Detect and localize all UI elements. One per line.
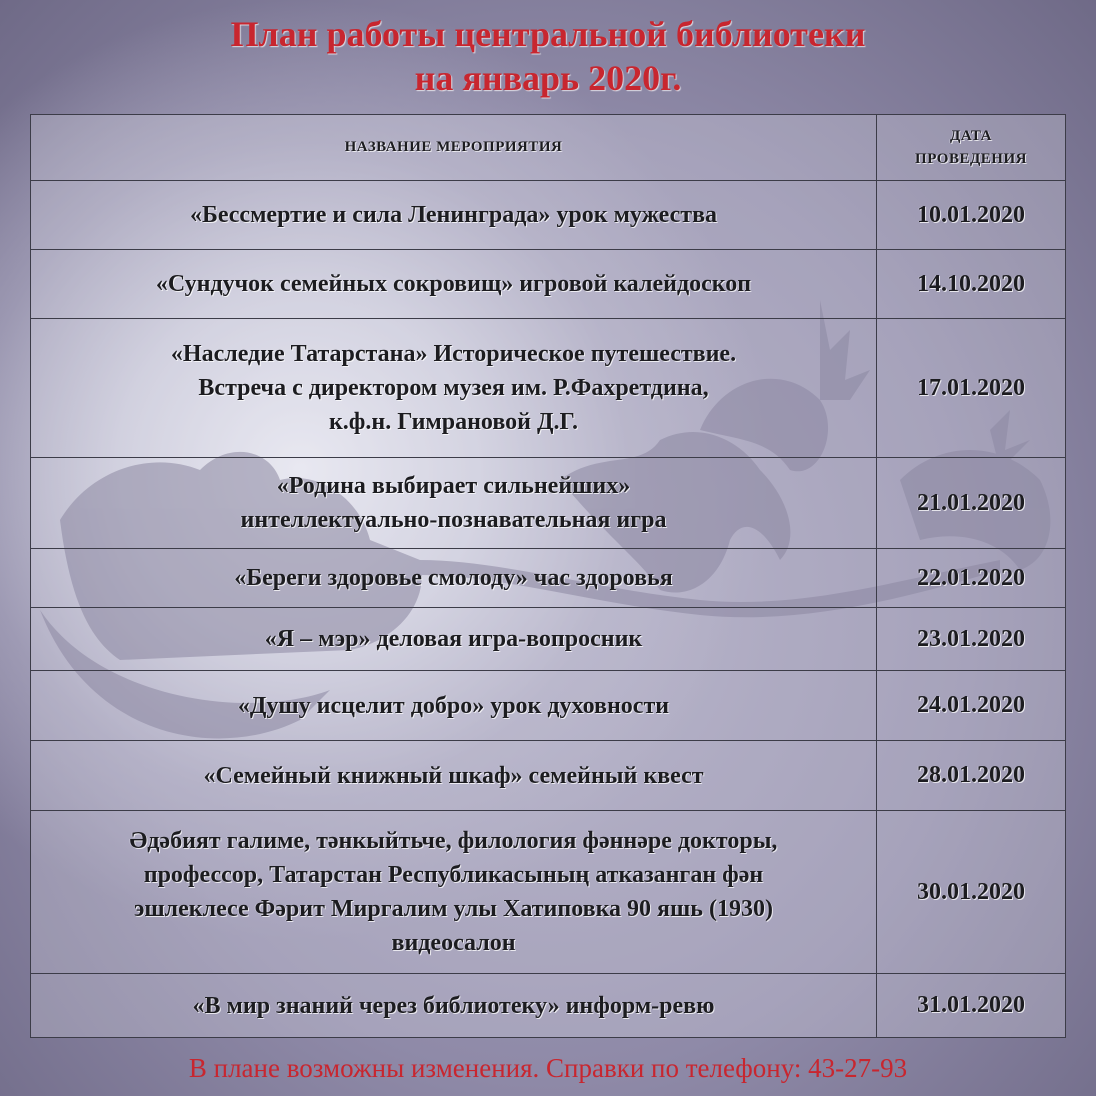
event-name-cell [31,974,877,1038]
page-title [0,12,1096,100]
event-name-line: к.ф.н. Гимрановой Д.Г. [328,409,579,435]
event-name-line: профессор, Татарстан Республикасының атказанган фән [143,862,764,888]
event-name-line: «Береги здоровье смолоду» час здоровья [234,565,673,591]
event-name-line: «Родина выбирает сильнейших» [276,473,631,499]
table-row [31,608,1066,671]
event-name-line: «Душу исцелит добро» урок духовности [237,692,670,719]
table-row [31,319,1066,458]
table-row [31,741,1066,811]
event-name-line: «Сундучок семейных сокровищ» игровой калейдоскоп [155,271,752,297]
header-date-line-2: ПРОВЕДЕНИЯ [915,150,1027,167]
event-date-cell: 21.01.2020 [877,458,1066,549]
event-name-line: Әдәбият галиме, тәнкыйтьче, филология фәннәре докторы, [129,828,778,854]
header-date-line-1: ДАТА [950,127,992,144]
event-name-line: «В мир знаний через библиотеку» информ-ревю [192,992,715,1019]
event-name-line: видеосалон [391,930,516,956]
event-date-cell: 28.01.2020 [877,741,1066,811]
event-name-cell [31,319,877,458]
event-name-line: «Семейный книжный шкаф» семейный квест [203,762,704,789]
event-name-line: «Бессмертие и сила Ленинграда» урок мужества [189,202,718,228]
table-row [31,974,1066,1038]
event-name-cell [31,458,877,549]
event-date-cell: 24.01.2020 [877,671,1066,741]
event-name-cell [31,549,877,608]
event-name-line: Встреча с директором музея им. Р.Фахретдина, [198,375,709,401]
event-name-cell [31,250,877,319]
event-date-cell: 31.01.2020 [877,974,1066,1038]
event-name-cell [31,811,877,974]
event-date-cell: 30.01.2020 [877,811,1066,974]
table-row [31,181,1066,250]
table-row [31,458,1066,549]
event-name-line: эшлеклесе Фәрит Миргалим улы Хатиповка 90 яшь (1930) [134,896,773,922]
table-header-row [31,115,1066,181]
event-name-line: «Наследие Татарстана» Историческое путешествие. [170,341,737,367]
event-name-cell [31,741,877,811]
event-name-line: интеллектуально-познавательная игра [240,507,667,533]
footer-note: В плане возможны изменения. Справки по телефону: 43-27-93 [188,1053,908,1083]
header-date [877,115,1066,181]
table-row [31,549,1066,608]
table-row [31,811,1066,974]
header-event-name: НАЗВАНИЕ МЕРОПРИЯТИЯ [31,115,877,181]
event-date-cell: 23.01.2020 [877,608,1066,671]
event-date-cell: 14.10.2020 [877,250,1066,319]
event-name-cell [31,181,877,250]
events-table [30,114,1066,1038]
event-date-cell: 22.01.2020 [877,549,1066,608]
event-name-line: «Я – мэр» деловая игра-вопросник [264,626,643,652]
table-row [31,671,1066,741]
event-name-cell [31,608,877,671]
table-row [31,250,1066,319]
title-line-1: План работы центральной библиотеки [230,14,866,54]
event-date-cell: 17.01.2020 [877,319,1066,458]
event-name-cell [31,671,877,741]
event-date-cell: 10.01.2020 [877,181,1066,250]
title-line-2: на январь 2020г. [414,58,682,98]
